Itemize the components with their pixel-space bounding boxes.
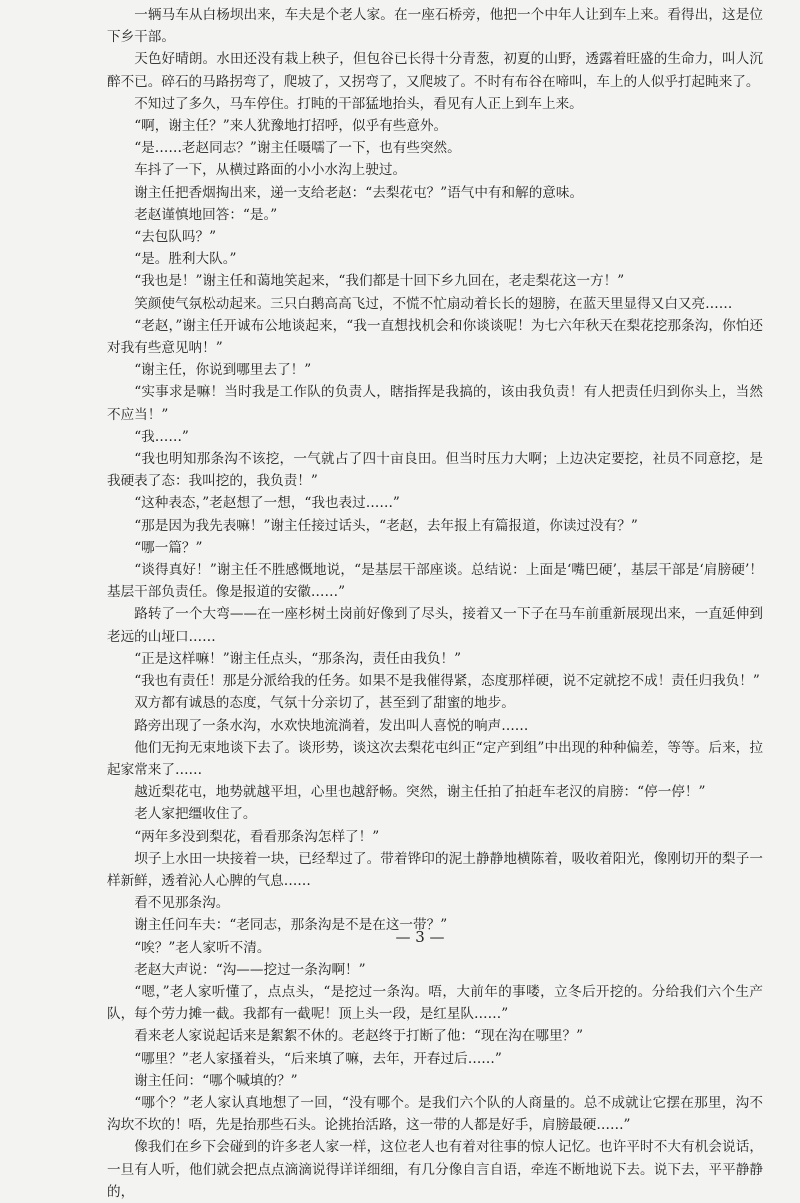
paragraph: “哪个？”老人家认真地想了一回，“没有哪个。是我们六个队的人商量的。总不成就让它摆在那里，沟不沟坎不坎的！唔，先是抬那些石头。论挑抬活路，这一带的人都是好手，肩膀最硬……” — [107, 1094, 763, 1134]
paragraph: 天色好晴朗。水田还没有栽上秧子，但包谷已长得十分青葱，初夏的山野，透露着旺盛的生命力，叫人沉醉不已。碎石的马路拐弯了，爬坡了，又拐弯了，又爬坡了。不时有布谷在啼叫，车上的人似乎打起盹来了。 — [107, 51, 763, 90]
paragraph: “这种表态，”老赵想了一想，“我也表过……” — [134, 495, 400, 512]
page-number: — 3 — — [395, 928, 445, 946]
paragraph: 看来老人家说起话来是絮絮不休的。老赵终于打断了他：“现在沟在哪里？” — [134, 1028, 584, 1045]
paragraph: “哪一篇？” — [134, 539, 203, 556]
paragraph: “我也有责任！那是分派给我的任务。如果不是我催得紧，态度那样硬，说不定就挖不成！责任归我负！” — [134, 673, 760, 690]
paragraph: 看不见那条沟。 — [134, 895, 230, 912]
paragraph: 他们无拘无束地谈下去了。谈形势，谈这次去梨花屯纠正“定产到组”中出现的种种偏差，等等。后来，拉起家常来了…… — [107, 739, 763, 778]
paragraph: 老人家把缰收住了。 — [134, 806, 257, 823]
paragraph: “我也明知那条沟不该挖，一气就占了四十亩良田。但当时压力大啊；上边决定要挖，社员不同意挖，是我硬表了态：我叫挖的，我负责！” — [107, 451, 763, 490]
paragraph: “啊，谢主任？”来人犹豫地打招呼，似乎有些意外。 — [134, 118, 448, 135]
paragraph: 路旁出现了一条水沟，水欢快地流淌着，发出叫人喜悦的响声…… — [134, 717, 529, 734]
paragraph: “是。胜利大队。” — [134, 251, 237, 268]
paragraph: 双方都有诚恳的态度，气氛十分亲切了，甚至到了甜蜜的地步。 — [134, 695, 515, 712]
paragraph: 车抖了一下，从横过路面的小小水沟上驶过。 — [134, 162, 407, 179]
paragraph: “那是因为我先表嘛！”谢主任接过话头，“老赵，去年报上有篇报道，你读过没有？” — [134, 517, 638, 534]
paragraph: 老赵谨慎地回答：“是。” — [134, 206, 278, 223]
paragraph: “实事求是嘛！当时我是工作队的负责人，瞎指挥是我搞的，该由我负责！有人把责任归到你头上，当然不应当！” — [107, 384, 763, 423]
document-body — [107, 4, 763, 1203]
paragraph: 越近梨花屯，地势就越平坦，心里也越舒畅。突然，谢主任拍了拍赶车老汉的肩膀：“停一停！” — [134, 784, 706, 801]
paragraph: 一辆马车从白杨坝出来，车夫是个老人家。在一座石桥旁，他把一个中年人让到车上来。看得出，这是位下乡干部。 — [107, 7, 763, 46]
paragraph: 像我们在乡下会碰到的许多老人家一样，这位老人也有着对往事的惊人记忆。也许平时不大有机会说话，一旦有人听，他们就会把点点滴滴说得详详细细，有几分像自言自语，牵连不断地说下去。说下去，平平静静的， — [107, 1139, 763, 1200]
paragraph: “嗯，”老人家听懂了，点点头，“是挖过一条沟。唔，大前年的事喽，立冬后开挖的。分给我们六个生产队，每个劳力摊一截。我都有一截呢！顶上头一段，是红星队……” — [107, 983, 763, 1023]
paragraph: “是……老赵同志？”谢主任嗫嚅了一下，也有些突然。 — [134, 140, 461, 157]
paragraph: 谢主任问车夫：“老同志，那条沟是不是在这一带？” — [134, 917, 448, 934]
paragraph: “老赵，”谢主任开诚布公地谈起来，“我一直想找机会和你谈谈呢！为七六年秋天在梨花挖那条沟，你怕还对我有些意见呐！” — [107, 317, 763, 357]
paragraph: “正是这样嘛！”谢主任点头，“那条沟，责任由我负！” — [134, 650, 462, 667]
paragraph: “唉？”老人家听不清。 — [134, 939, 271, 956]
paragraph: “谢主任，你说到哪里去了！” — [134, 362, 312, 379]
paragraph: “我……” — [134, 428, 189, 445]
paragraph: “谈得真好！”谢主任不胜感慨地说，“是基层干部座谈。总结说：上面是‘嘴巴硬’，基层干部是‘肩膀硬’！基层干部负责任。像是报道的安徽……” — [107, 562, 763, 601]
paragraph: 路转了一个大弯——在一座杉树土岗前好像到了尽头，接着又一下子在马车前重新展现出来，一直延伸到老远的山垭口…… — [107, 606, 763, 645]
paragraph: 坝子上水田一块接着一块，已经犁过了。带着铧印的泥土静静地横陈着，吸收着阳光，像刚切开的梨子一样新鲜，透着沁人心脾的气息…… — [107, 850, 763, 889]
paragraph: 谢主任把香烟掏出来，递一支给老赵：“去梨花屯？”语气中有和解的意味。 — [134, 184, 584, 201]
paragraph: “两年多没到梨花，看看那条沟怎样了！” — [134, 828, 380, 845]
paragraph: 老赵大声说：“沟——挖过一条沟啊！” — [134, 961, 366, 978]
paragraph: “去包队吗？” — [134, 229, 217, 246]
paragraph: “哪里？”老人家搔着头，“后来填了嘛，去年，开春过后……” — [134, 1050, 502, 1067]
paragraph: “我也是！”谢主任和蔼地笑起来，“我们都是十回下乡九回在，老走梨花这一方！” — [134, 273, 625, 290]
paragraph: 不知过了多久，马车停住。打盹的干部猛地抬头，看见有人正上到车上来。 — [134, 95, 583, 112]
paragraph: 笑颜使气氛松动起来。三只白鹅高高飞过，不慌不忙扇动着长长的翅膀，在蓝天里显得又白又亮…… — [134, 295, 733, 312]
paragraph: 谢主任问：“哪个喊填的？” — [134, 1072, 298, 1089]
